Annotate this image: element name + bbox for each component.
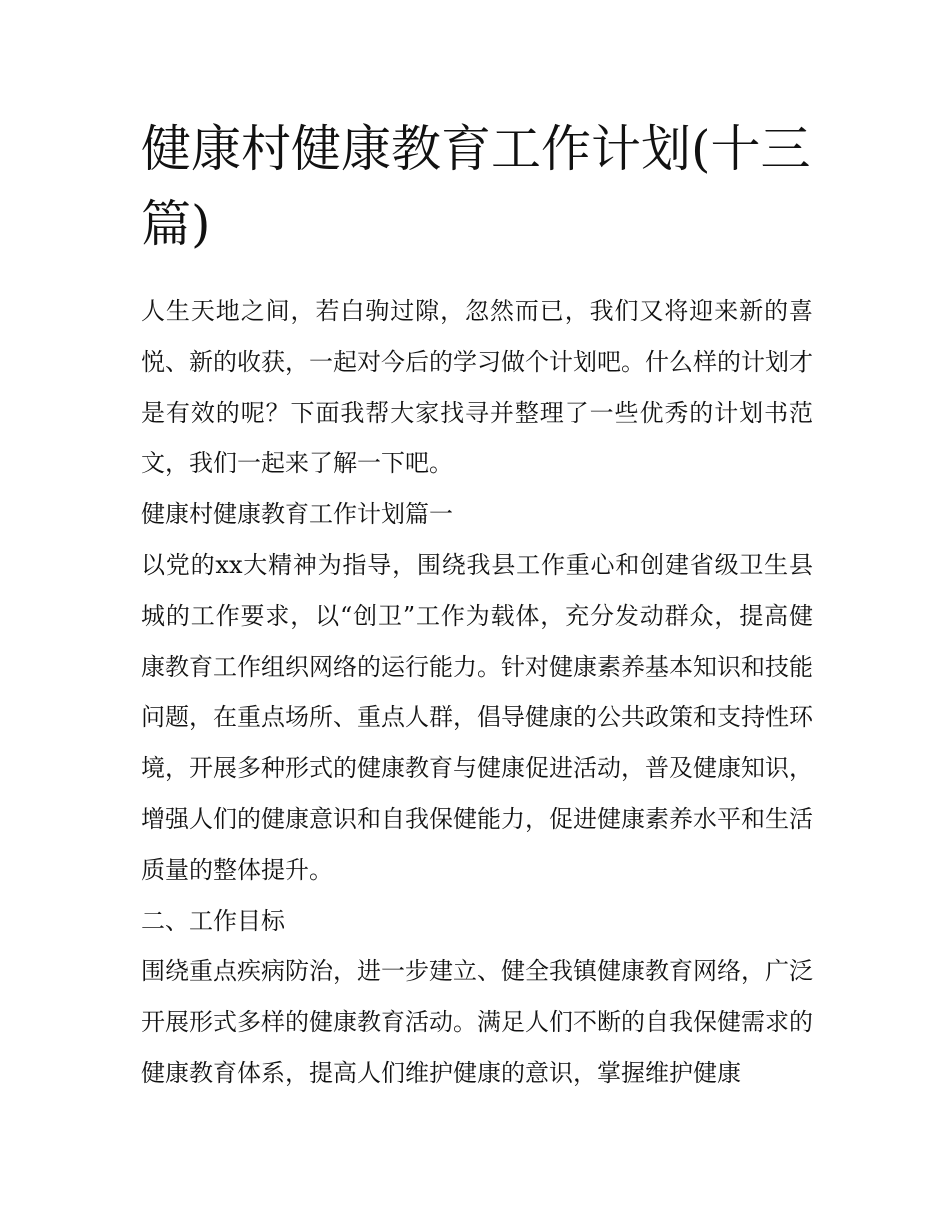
work-goals-paragraph: 围绕重点疾病防治，进一步建立、健全我镇健康教育网络，广泛开展形式多样的健康教育活动。满足人们不断的自我保健需求的健康教育体系，提高人们维护健康的意识，掌握维护健康: [141, 957, 813, 1087]
document-page: [141, 112, 813, 1099]
document-title: 健康村健康教育工作计划(十三篇): [141, 120, 811, 253]
document-body: [141, 286, 813, 1099]
intro-paragraph: 人生天地之间，若白驹过隙，忽然而已，我们又将迎来新的喜悦、新的收获，一起对今后的学习做个计划吧。什么样的计划才是有效的呢？下面我帮大家找寻并整理了一些优秀的计划书范文，我们一起来了解一下吧。: [141, 297, 813, 478]
work-goals-heading: 二、工作目标: [141, 906, 285, 935]
section-title: 健康村健康教育工作计划篇一: [141, 500, 453, 529]
guiding-paragraph: 以党的xx大精神为指导，围绕我县工作重心和创建省级卫生县城的工作要求，以“创卫”工作为载体，充分发动群众，提高健康教育工作组织网络的运行能力。针对健康素养基本知识和技能问题，在重点场所、重点人群，倡导健康的公共政策和支持性环境，开展多种形式的健康教育与健康促进活动，普及健康知识，增强人们的健康意识和自我保健能力，促进健康素养水平和生活质量的整体提升。: [141, 550, 813, 884]
